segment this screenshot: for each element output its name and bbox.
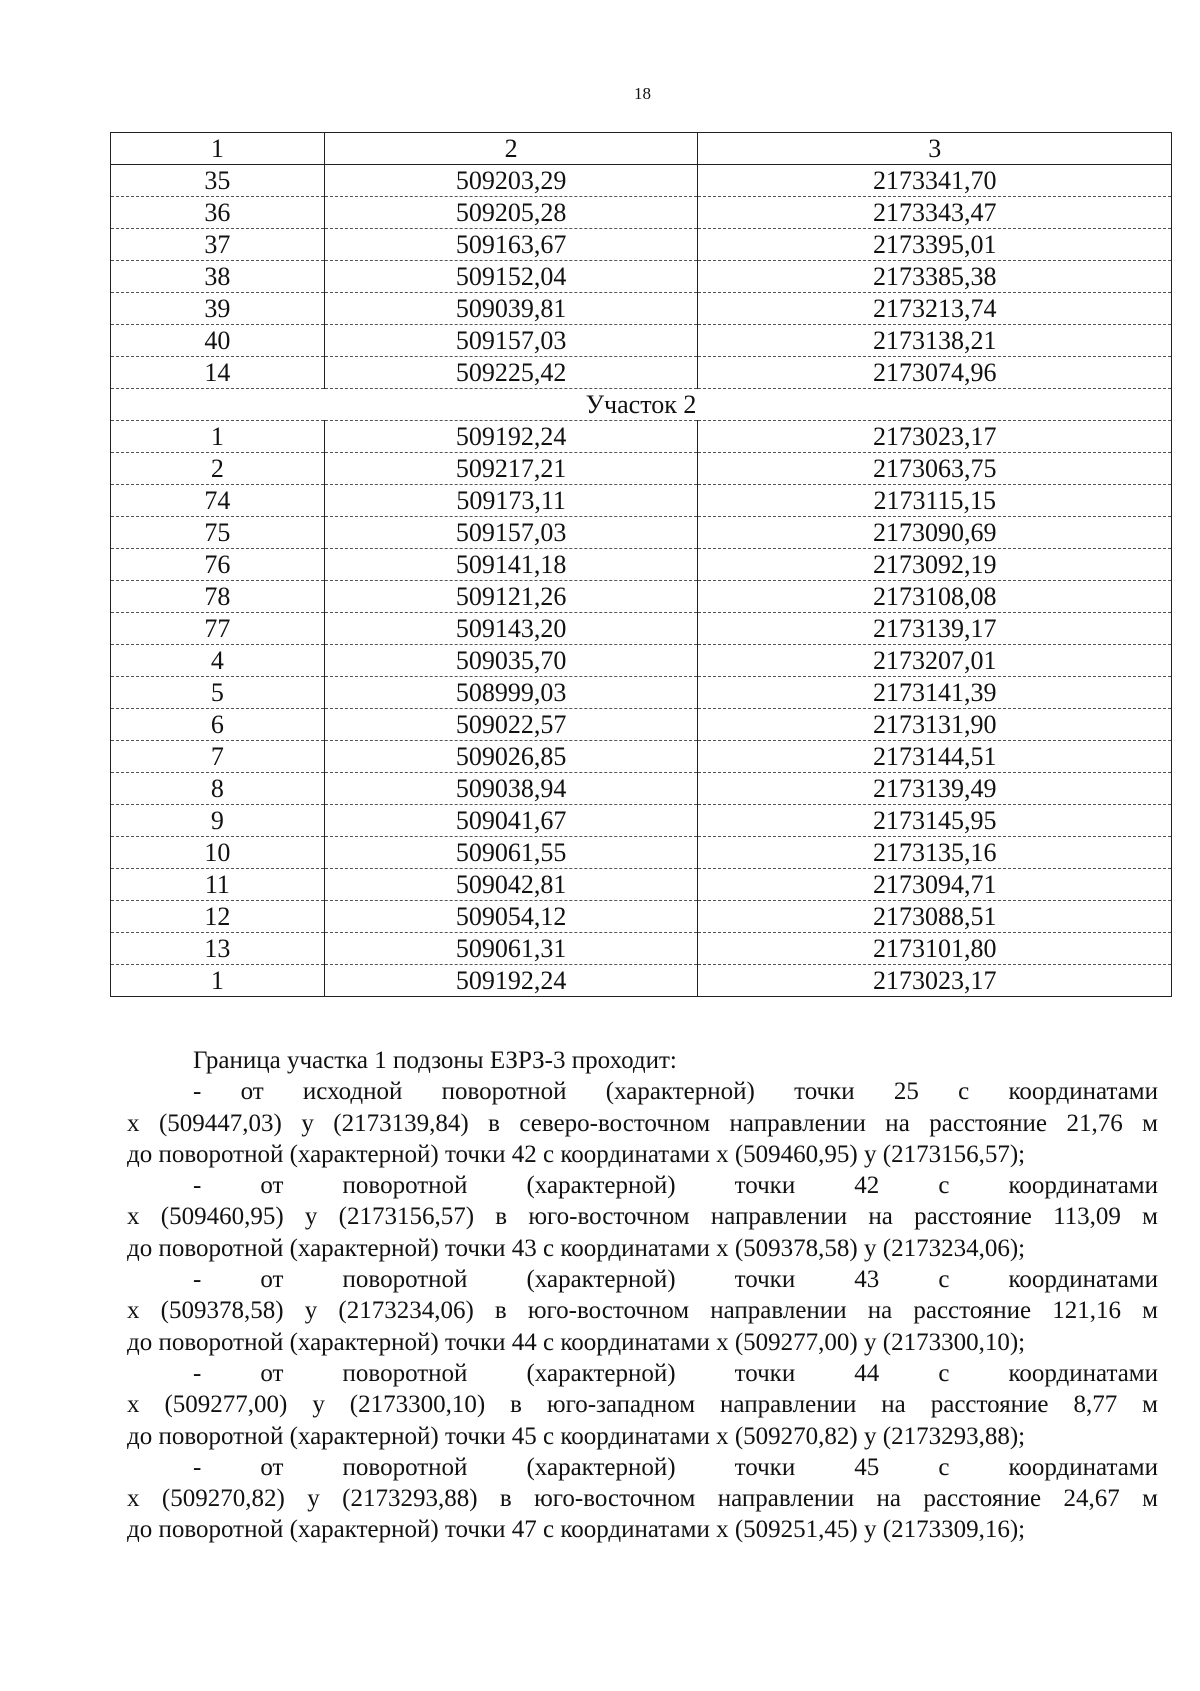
table-row [111, 773, 1172, 805]
table-row [111, 325, 1172, 357]
y-coordinate-cell: 2173094,71 [698, 869, 1172, 901]
point-number-cell: 5 [111, 677, 325, 709]
y-coordinate-cell: 2173395,01 [698, 229, 1172, 261]
table-row [111, 805, 1172, 837]
point-number-cell: 76 [111, 549, 325, 581]
y-coordinate-cell: 2173023,17 [698, 421, 1172, 453]
table-row [111, 613, 1172, 645]
x-coordinate-cell: 509022,57 [324, 709, 698, 741]
x-coordinate-cell: 509157,03 [324, 517, 698, 549]
table-header-row [111, 133, 1172, 165]
boundary-paragraph [127, 1264, 1158, 1358]
table-row [111, 165, 1172, 197]
table-row [111, 677, 1172, 709]
table-row [111, 645, 1172, 677]
table-row [111, 581, 1172, 613]
x-coordinate-cell: 509041,67 [324, 805, 698, 837]
boundary-paragraph [127, 1358, 1158, 1452]
y-coordinate-cell: 2173092,19 [698, 549, 1172, 581]
point-number-cell: 1 [111, 965, 325, 997]
y-coordinate-cell: 2173144,51 [698, 741, 1172, 773]
page-number: 18 [634, 84, 651, 103]
point-number-cell: 6 [111, 709, 325, 741]
y-coordinate-cell: 2173139,17 [698, 613, 1172, 645]
y-coordinate-cell: 2173139,49 [698, 773, 1172, 805]
paragraph-line: до поворотной (характерной) точки 44 с координатами x (509277,00) y (2173300,10); [127, 1328, 1026, 1356]
table-group-2 [111, 421, 1172, 997]
x-coordinate-cell: 509225,42 [324, 357, 698, 389]
paragraph-line: x (509378,58) y (2173234,06) в юго-восточном направлении на расстояние 121,16 м [127, 1297, 1158, 1325]
y-coordinate-cell: 2173145,95 [698, 805, 1172, 837]
x-coordinate-cell: 509042,81 [324, 869, 698, 901]
x-coordinate-cell: 509038,94 [324, 773, 698, 805]
point-number-cell: 37 [111, 229, 325, 261]
y-coordinate-cell: 2173341,70 [698, 165, 1172, 197]
point-number-cell: 11 [111, 869, 325, 901]
x-coordinate-cell: 509173,11 [324, 485, 698, 517]
paragraph-line: - от поворотной (характерной) точки 43 с координатами [193, 1266, 1158, 1294]
table-row [111, 869, 1172, 901]
paragraph-line: x (509277,00) y (2173300,10) в юго-западном направлении на расстояние 8,77 м [127, 1391, 1158, 1419]
x-coordinate-cell: 509141,18 [324, 549, 698, 581]
point-number-cell: 77 [111, 613, 325, 645]
x-coordinate-cell: 509203,29 [324, 165, 698, 197]
y-coordinate-cell: 2173138,21 [698, 325, 1172, 357]
paragraph-line: x (509460,95) y (2173156,57) в юго-восточном направлении на расстояние 113,09 м [127, 1203, 1158, 1231]
table-section [111, 389, 1172, 421]
y-coordinate-cell: 2173141,39 [698, 677, 1172, 709]
table-row [111, 229, 1172, 261]
x-coordinate-cell: 509152,04 [324, 261, 698, 293]
section-title-row [111, 389, 1172, 421]
x-coordinate-cell: 509217,21 [324, 453, 698, 485]
x-coordinate-cell: 509039,81 [324, 293, 698, 325]
table-header-cell: 1 [111, 133, 325, 165]
table-row [111, 901, 1172, 933]
paragraph-line: x (509270,82) y (2173293,88) в юго-восточном направлении на расстояние 24,67 м [127, 1485, 1158, 1513]
paragraph-line: до поворотной (характерной) точки 45 с координатами x (509270,82) y (2173293,88); [127, 1422, 1026, 1450]
y-coordinate-cell: 2173213,74 [698, 293, 1172, 325]
boundary-paragraph [127, 1452, 1158, 1546]
boundary-description [127, 1045, 1158, 1546]
y-coordinate-cell: 2173023,17 [698, 965, 1172, 997]
table-row [111, 261, 1172, 293]
point-number-cell: 36 [111, 197, 325, 229]
paragraph-line: - от исходной поворотной (характерной) точки 25 с координатами [193, 1078, 1158, 1106]
paragraph-line: - от поворотной (характерной) точки 42 с координатами [193, 1172, 1158, 1200]
x-coordinate-cell: 509192,24 [324, 421, 698, 453]
boundary-heading: Граница участка 1 подзоны ЕЗРЗ-3 проходит: [193, 1047, 677, 1074]
paragraph-line: до поворотной (характерной) точки 43 с координатами x (509378,58) y (2173234,06); [127, 1234, 1026, 1262]
paragraph-line: - от поворотной (характерной) точки 44 с координатами [193, 1359, 1158, 1387]
table-header-cell: 2 [324, 133, 698, 165]
table-row [111, 741, 1172, 773]
x-coordinate-cell: 509157,03 [324, 325, 698, 357]
point-number-cell: 12 [111, 901, 325, 933]
x-coordinate-cell: 509026,85 [324, 741, 698, 773]
table-row [111, 837, 1172, 869]
table-group-1 [111, 165, 1172, 389]
table-row [111, 933, 1172, 965]
point-number-cell: 75 [111, 517, 325, 549]
x-coordinate-cell: 509121,26 [324, 581, 698, 613]
point-number-cell: 78 [111, 581, 325, 613]
point-number-cell: 35 [111, 165, 325, 197]
boundary-paragraph [127, 1076, 1158, 1170]
table-row [111, 293, 1172, 325]
boundary-paragraphs [127, 1076, 1158, 1545]
x-coordinate-cell: 509061,31 [324, 933, 698, 965]
y-coordinate-cell: 2173101,80 [698, 933, 1172, 965]
paragraph-line: - от поворотной (характерной) точки 45 с координатами [193, 1453, 1158, 1481]
x-coordinate-cell: 509035,70 [324, 645, 698, 677]
y-coordinate-cell: 2173115,15 [698, 485, 1172, 517]
x-coordinate-cell: 509143,20 [324, 613, 698, 645]
y-coordinate-cell: 2173108,08 [698, 581, 1172, 613]
x-coordinate-cell: 509192,24 [324, 965, 698, 997]
point-number-cell: 14 [111, 357, 325, 389]
point-number-cell: 7 [111, 741, 325, 773]
section-title: Участок 2 [111, 389, 1172, 421]
table-row [111, 965, 1172, 997]
point-number-cell: 1 [111, 421, 325, 453]
table-row [111, 517, 1172, 549]
point-number-cell: 13 [111, 933, 325, 965]
point-number-cell: 39 [111, 293, 325, 325]
y-coordinate-cell: 2173207,01 [698, 645, 1172, 677]
x-coordinate-cell: 508999,03 [324, 677, 698, 709]
point-number-cell: 8 [111, 773, 325, 805]
point-number-cell: 10 [111, 837, 325, 869]
point-number-cell: 9 [111, 805, 325, 837]
point-number-cell: 40 [111, 325, 325, 357]
x-coordinate-cell: 509205,28 [324, 197, 698, 229]
x-coordinate-cell: 509054,12 [324, 901, 698, 933]
point-number-cell: 38 [111, 261, 325, 293]
x-coordinate-cell: 509163,67 [324, 229, 698, 261]
point-number-cell: 74 [111, 485, 325, 517]
table-row [111, 357, 1172, 389]
table-header-cell: 3 [698, 133, 1172, 165]
table-row [111, 549, 1172, 581]
y-coordinate-cell: 2173385,38 [698, 261, 1172, 293]
paragraph-line: до поворотной (характерной) точки 47 с координатами x (509251,45) y (2173309,16); [127, 1516, 1026, 1544]
y-coordinate-cell: 2173343,47 [698, 197, 1172, 229]
x-coordinate-cell: 509061,55 [324, 837, 698, 869]
y-coordinate-cell: 2173131,90 [698, 709, 1172, 741]
table-row [111, 197, 1172, 229]
y-coordinate-cell: 2173090,69 [698, 517, 1172, 549]
y-coordinate-cell: 2173074,96 [698, 357, 1172, 389]
table-row [111, 421, 1172, 453]
coordinates-table [110, 132, 1172, 997]
paragraph-line: до поворотной (характерной) точки 42 с координатами x (509460,95) y (2173156,57); [127, 1140, 1026, 1168]
boundary-paragraph [127, 1170, 1158, 1264]
y-coordinate-cell: 2173088,51 [698, 901, 1172, 933]
table-row [111, 485, 1172, 517]
y-coordinate-cell: 2173063,75 [698, 453, 1172, 485]
point-number-cell: 2 [111, 453, 325, 485]
point-number-cell: 4 [111, 645, 325, 677]
paragraph-line: x (509447,03) y (2173139,84) в северо-восточном направлении на расстояние 21,76 м [127, 1109, 1158, 1137]
table-row [111, 709, 1172, 741]
y-coordinate-cell: 2173135,16 [698, 837, 1172, 869]
table-row [111, 453, 1172, 485]
